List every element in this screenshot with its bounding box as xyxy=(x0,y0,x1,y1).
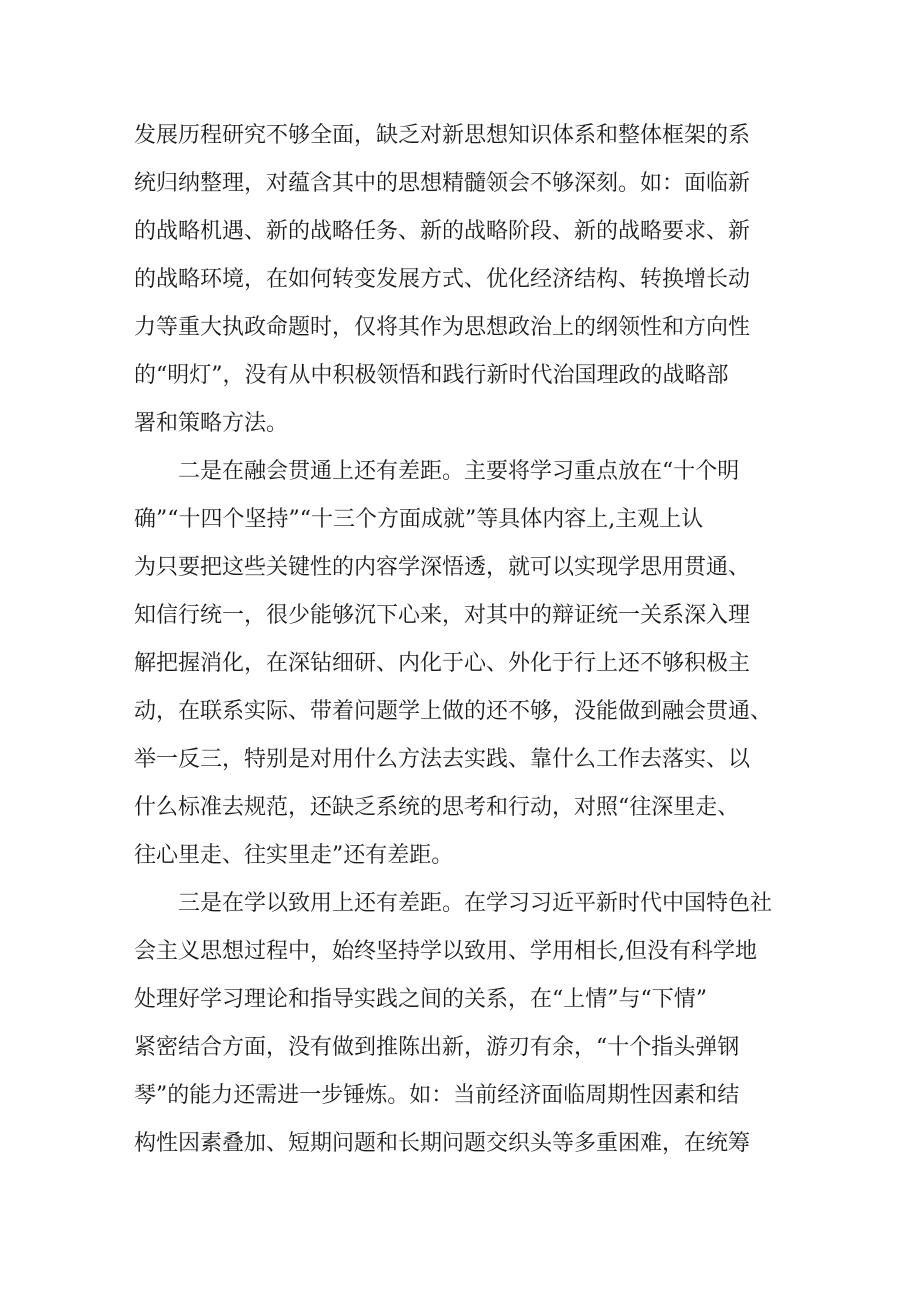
text-line: 确”“十四个坚持”“十三个方面成就”等具体内容上,主观上认 xyxy=(134,507,704,532)
text-line: 二是在融会贯通上还有差距。主要将学习重点放在“十个明 xyxy=(134,459,740,484)
text-line: 知信行统一，很少能够沉下心来，对其中的辩证统一关系深入理 xyxy=(134,603,751,628)
text-line: 构性因素叠加、短期问题和长期问题交织头等多重困难，在统筹 xyxy=(134,1131,751,1156)
text-line: 力等重大执政命题时，仅将其作为思想政治上的纲领性和方向性 xyxy=(134,315,751,340)
text-line: 三是在学以致用上还有差距。在学习习近平新时代中国特色社 xyxy=(134,891,773,916)
text-line: 动，在联系实际、带着问题学上做的还不够，没能做到融会贯通、 xyxy=(134,699,773,724)
text-line: 往心里走、往实里走”还有差距。 xyxy=(134,843,454,868)
text-line: 发展历程研究不够全面，缺乏对新思想知识体系和整体框架的系 xyxy=(134,123,751,148)
text-line: 署和策略方法。 xyxy=(134,411,289,436)
text-line: 的战略环境，在如何转变发展方式、优化经济结构、转换增长动 xyxy=(134,267,751,292)
text-line: 琴”的能力还需进一步锤炼。如：当前经济面临周期性因素和结 xyxy=(134,1083,740,1108)
text-line: 为只要把这些关键性的内容学深悟透，就可以实现学思用贯通、 xyxy=(134,555,751,580)
text-line: 统归纳整理，对蕴含其中的思想精髓领会不够深刻。如：面临新 xyxy=(134,171,751,196)
document-body xyxy=(134,112,794,1168)
text-line: 紧密结合方面，没有做到推陈出新，游刃有余，“十个指头弹钢 xyxy=(134,1035,740,1060)
text-line: 什么标准去规范，还缺乏系统的思考和行动，对照“往深里走、 xyxy=(134,795,740,820)
text-line: 解把握消化，在深钻细研、内化于心、外化于行上还不够积极主 xyxy=(134,651,751,676)
text-line: 的“明灯”，没有从中积极领悟和践行新时代治国理政的战略部 xyxy=(134,363,729,388)
text-line: 举一反三，特别是对用什么方法去实践、靠什么工作去落实、以 xyxy=(134,747,751,772)
text-line: 的战略机遇、新的战略任务、新的战略阶段、新的战略要求、新 xyxy=(134,219,751,244)
text-line: 处理好学习理论和指导实践之间的关系，在“上情”与“下情” xyxy=(134,987,707,1012)
text-line: 会主义思想过程中，始终坚持学以致用、学用相长,但没有科学地 xyxy=(134,939,757,964)
